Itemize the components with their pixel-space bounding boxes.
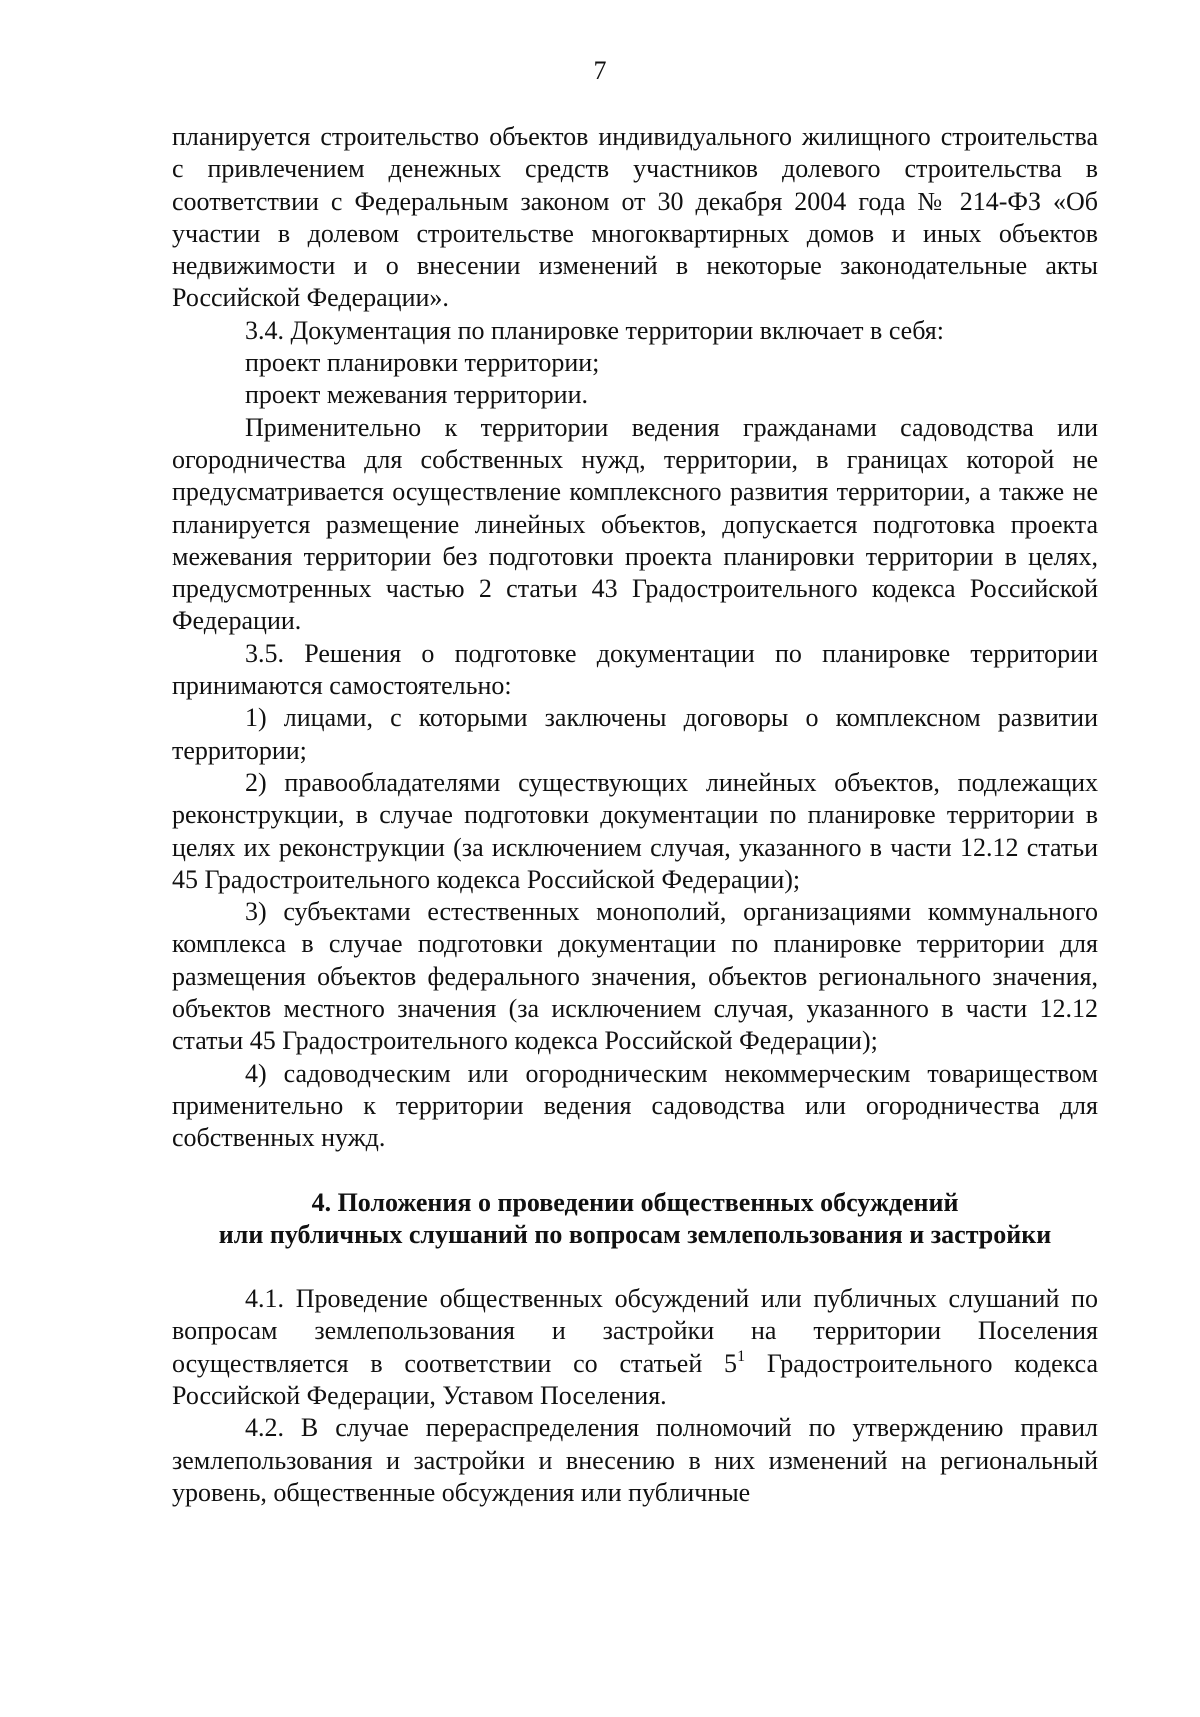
spacer <box>172 1155 1098 1187</box>
paragraph-4-2: 4.2. В случае перераспределения полномочий по утверждению правил землепользования и застройки и внесению в них изменений на региональный уровень, общественные обсуждения или публичные <box>172 1413 1098 1507</box>
list-item-4: 4) садоводческим или огородническим некоммерческим товариществом применительно к территории ведения садоводства или огородничества для собственных нужд. <box>172 1058 1098 1153</box>
paragraph-3-5: 3.5. Решения о подготовке документации по планировке территории принимаются самостоятельно: <box>172 638 1098 701</box>
page-number: 7 <box>593 56 607 85</box>
section-heading-line-1: 4. Положения о проведении общественных обсуждений <box>311 1187 959 1217</box>
paragraph-3-4: 3.4. Документация по планировке территории включает в себя: <box>245 315 944 345</box>
list-item-1: 1) лицами, с которыми заключены договоры о комплексном развитии территории; <box>172 703 1098 765</box>
paragraph-gardening: Применительно к территории ведения гражданами садоводства или огородничества для собственных нужд, территории, в границах которой не предусматривается осуществление комплексного развития территории, а также не планируется размещение линейных объектов, допускается подготовка проекта межевания территории без подготовки проекта планировки территории в целях, предусмотренных частью 2 статьи 43 Градостроительного кодекса Российской Федерации. <box>172 412 1098 636</box>
paragraph-continuation: планируется строительство объектов индивидуального жилищного строительства с привлечением денежных средств участников долевого строительства в соответствии с Федеральным законом от 30 декабря 2004 года № 214-ФЗ «Об участии в долевом строительстве многоквартирных домов и иных объектов недвижимости и о внесении изменений в некоторые законодательные акты Российской Федерации». <box>172 122 1098 313</box>
list-item-2: 2) правообладателями существующих линейных объектов, подлежащих реконструкции, в случае подготовки документации по планировке территории в целях их реконструкции (за исключением случая, указанного в части 12.12 статьи 45 Градостроительного кодекса Российской Федерации); <box>172 767 1098 894</box>
list-item-surveying-project: проект межевания территории. <box>245 380 589 410</box>
article-superscript: 1 <box>737 1347 746 1365</box>
list-item-3: 3) субъектами естественных монополий, организациями коммунального комплекса в случае подготовки документации по планировке территории для размещения объектов федерального значения, объектов регионального значения, объектов местного значения (за исключением случая, указанного в части 12.12 статьи 45 Градостроительного кодекса Российской Федерации); <box>172 897 1098 1056</box>
paragraph-4-1-text: 4.1. Проведение общественных обсуждений или публичных слушаний по вопросам землепользования и застройки на территории Поселения осуществляется в соответствии со статьей 5 <box>172 1284 1098 1378</box>
list-item-planning-project: проект планировки территории; <box>245 348 600 378</box>
document-body <box>172 121 1098 1509</box>
spacer <box>172 1251 1098 1283</box>
paragraph-4-1-tail: Градостроительного кодекса Российской Федерации, Уставом Поселения. <box>172 1348 1098 1410</box>
paragraph-4-1 <box>172 1283 1098 1412</box>
section-heading-line-2: или публичных слушаний по вопросам землепользования и застройки <box>218 1219 1052 1249</box>
